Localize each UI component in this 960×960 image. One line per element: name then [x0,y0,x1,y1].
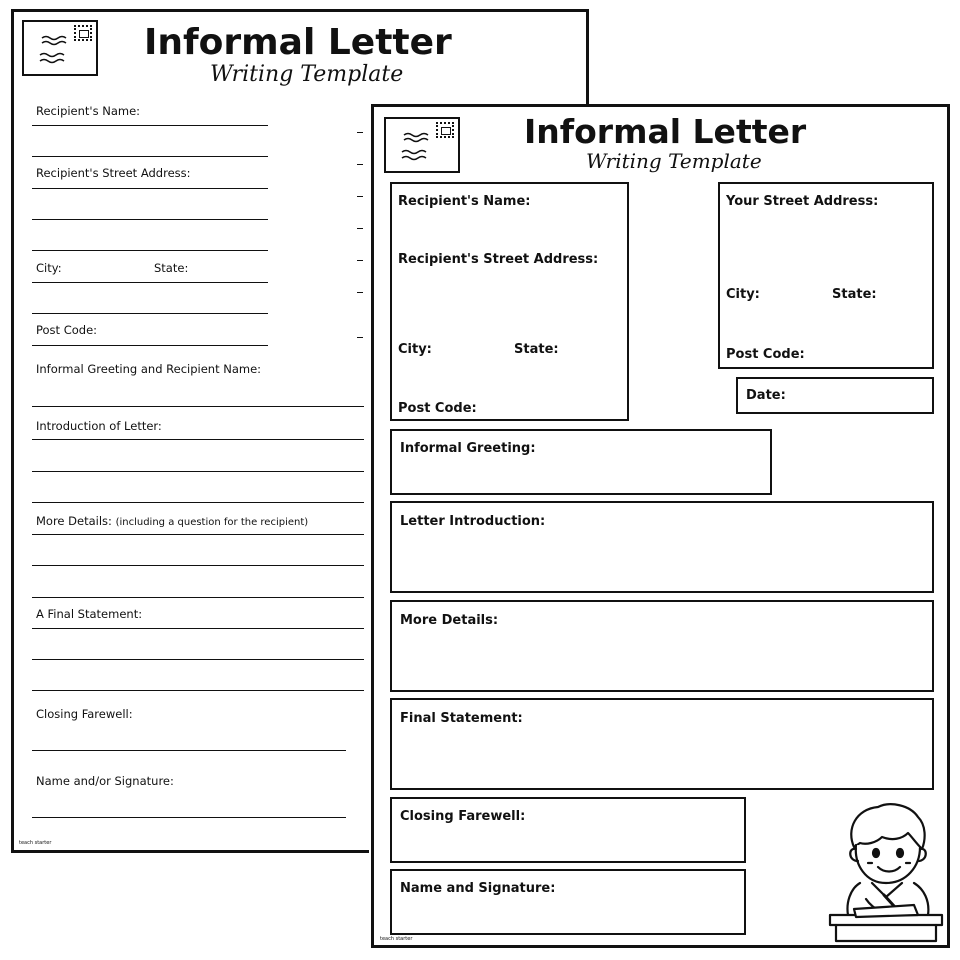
greeting-box[interactable] [390,429,772,495]
state-label: State: [154,261,189,275]
page-title: Informal Letter [144,22,452,63]
state-label: State: [514,342,559,357]
your-post-code-label: Post Code: [726,347,805,362]
recipient-street-label: Recipient's Street Address: [36,166,191,180]
child-writing-icon [826,799,946,945]
recipient-street-label: Recipient's Street Address: [398,252,599,267]
date-box[interactable] [736,377,934,414]
post-code-label: Post Code: [398,401,477,416]
signature-label: Name and Signature: [400,881,556,896]
recipient-name-label: Recipient's Name: [36,104,141,118]
front-template-sheet [371,104,950,948]
recipient-name-label: Recipient's Name: [398,194,531,209]
your-street-label: Your Street Address: [726,194,879,209]
brand-logo: teach starter [19,840,52,846]
final-statement-label: A Final Statement: [36,607,143,621]
page-title: Informal Letter [524,112,807,151]
recipient-address-box[interactable] [390,182,629,421]
greeting-label: Informal Greeting and Recipient Name: [36,362,262,376]
introduction-label: Letter Introduction: [400,514,546,529]
your-address-box[interactable] [718,182,934,369]
brand-logo: teach starter [380,936,413,942]
final-statement-box[interactable] [390,698,934,790]
more-details-label: More Details: [400,613,499,628]
closing-box[interactable] [390,797,746,863]
your-state-label: State: [832,287,877,302]
city-label: City: [36,261,62,275]
city-label: City: [398,342,432,357]
page-subtitle: Writing Template [586,149,762,173]
more-details-box[interactable] [390,600,934,692]
greeting-label: Informal Greeting: [400,441,536,456]
closing-label: Closing Farewell: [400,809,526,824]
more-details-label [36,514,308,528]
signature-label: Name and/or Signature: [36,774,174,788]
date-label: Date: [746,388,786,403]
your-city-label: City: [726,287,760,302]
envelope-icon [384,117,460,173]
signature-box[interactable] [390,869,746,935]
page-subtitle: Writing Template [210,62,404,87]
closing-label: Closing Farewell: [36,707,133,721]
final-statement-label: Final Statement: [400,711,523,726]
introduction-box[interactable] [390,501,934,593]
more-details-note: (including a question for the recipient) [115,517,309,528]
more-details-heading: More Details: [36,514,112,528]
introduction-label: Introduction of Letter: [36,419,162,433]
post-code-label: Post Code: [36,323,98,337]
envelope-icon [22,20,98,76]
